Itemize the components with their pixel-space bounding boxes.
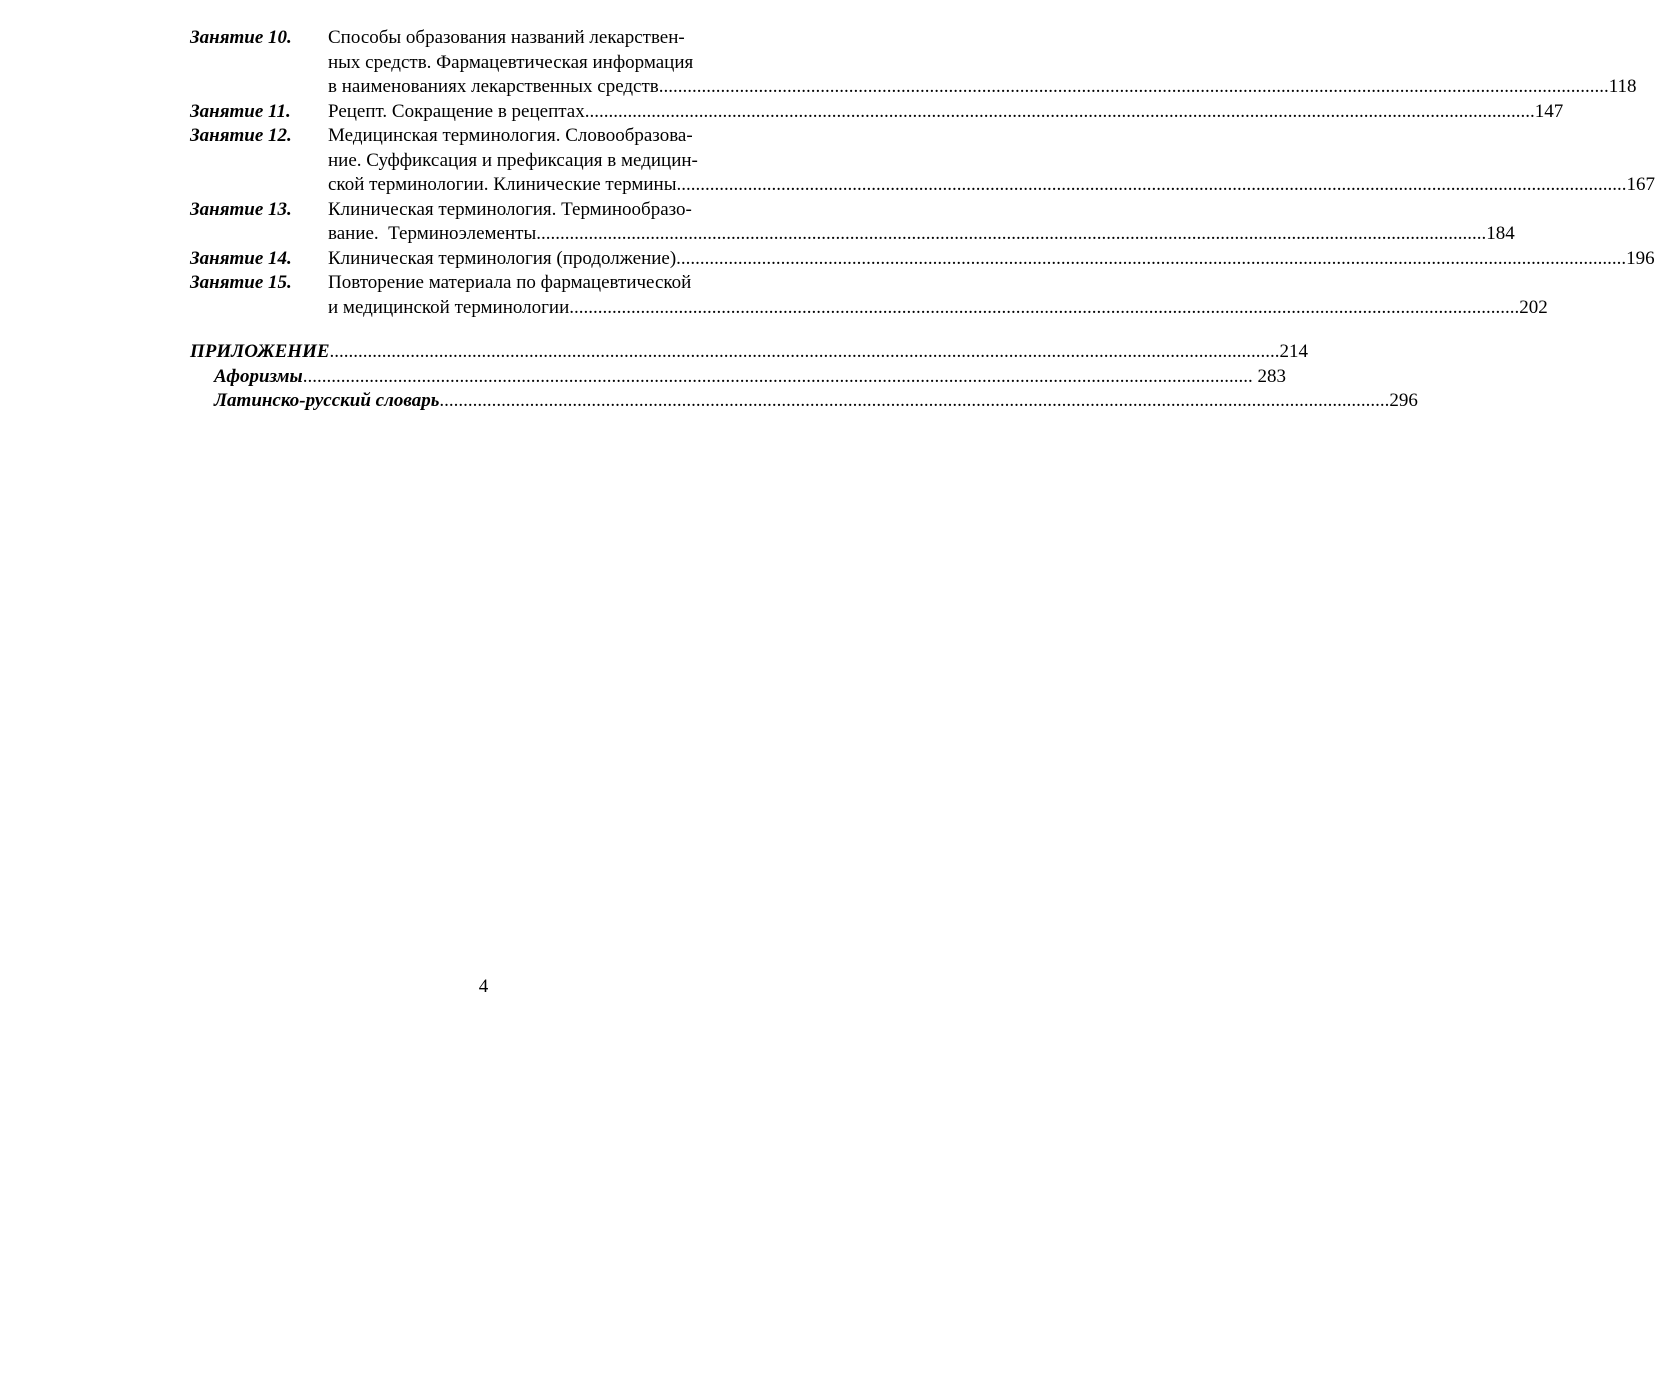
appendix-heading-row (190, 340, 1309, 365)
toc-entry-page: 196 (1626, 247, 1655, 269)
toc-entry-label: Занятие 13. (190, 198, 292, 220)
toc-entry-title: и медицинской терминологии (328, 296, 570, 318)
leader-dots (676, 247, 1626, 272)
toc-entry-line: Клиническая терминология. Терминообразо- (328, 198, 692, 220)
toc-entry-line: Повторение материала по фармацевтической (328, 272, 692, 293)
toc-entry-last-line (328, 247, 1655, 272)
toc-entry-label: Занятие 15. (190, 272, 292, 293)
appendix-page: 214 (1279, 341, 1309, 362)
toc-entry-title: ской терминологии. Клинические термины (328, 174, 677, 195)
toc-entry-body (328, 100, 1563, 125)
toc-entry-body (328, 247, 1655, 272)
toc-entry-line: ных средств. Фармацевтическая информация (328, 51, 694, 73)
appendix-item-title: Афоризмы (214, 365, 303, 387)
leader-dots (659, 75, 1609, 100)
leader-dots (330, 340, 1280, 365)
appendix-item (190, 389, 1418, 414)
toc-entry-title: в наименованиях лекарственных средств (328, 76, 659, 97)
toc-entry-last-line (328, 100, 1563, 125)
appendix-item-title: Латинско-русский словарь (214, 390, 440, 411)
leader-dots (569, 296, 1519, 321)
toc-entry-page: 118 (1608, 76, 1637, 97)
toc-entry-last-line (328, 173, 1655, 198)
toc-entry-page: 202 (1519, 296, 1548, 318)
table-of-contents (190, 26, 1655, 320)
toc-entry-label: Занятие 12. (190, 125, 292, 146)
toc-entry-line: Медицинская терминология. Словообразова- (328, 125, 693, 146)
appendix-title: ПРИЛОЖЕНИЕ (190, 341, 330, 362)
appendix-item (190, 365, 1286, 390)
toc-entry-line: Способы образования названий лекарствен- (328, 27, 685, 48)
toc-entry-body (328, 26, 1637, 100)
toc-entry-title: вание. Терминоэлементы (328, 223, 537, 244)
toc-entry-15 (190, 271, 1548, 320)
leader-dots (303, 365, 1253, 390)
toc-entry-12 (190, 124, 1655, 198)
appendix-item-page: 283 (1252, 365, 1286, 387)
toc-entry-14 (190, 247, 1655, 272)
toc-entry-last-line (328, 222, 1515, 247)
toc-entry-last-line (328, 75, 1637, 100)
toc-entry-title: Рецепт. Сокращение в рецептах (328, 100, 585, 122)
appendix-item-page: 296 (1389, 390, 1418, 411)
toc-entry-body (328, 271, 1548, 320)
toc-entry-page: 147 (1534, 100, 1564, 122)
leader-dots (536, 222, 1486, 247)
toc-entry-page: 167 (1626, 174, 1655, 195)
appendix-section (190, 340, 1418, 414)
leader-dots (677, 173, 1627, 198)
toc-entry-body (328, 198, 1515, 247)
toc-entry-label: Занятие 11. (190, 100, 291, 122)
toc-entry-10 (190, 26, 1637, 100)
toc-entry-label: Занятие 10. (190, 27, 292, 48)
page-number: 4 (478, 976, 489, 997)
leader-dots (585, 100, 1535, 125)
toc-entry-line: ние. Суффиксация и префиксация в медицин- (328, 149, 698, 171)
toc-entry-label: Занятие 14. (190, 247, 292, 269)
leader-dots (439, 389, 1389, 414)
toc-entry-11 (190, 100, 1564, 125)
toc-entry-last-line (328, 296, 1548, 321)
toc-entry-13 (190, 198, 1515, 247)
toc-entry-title: Клиническая терминология (продолжение) (328, 247, 677, 269)
toc-entry-page: 184 (1486, 223, 1515, 244)
toc-entry-body (328, 124, 1655, 198)
